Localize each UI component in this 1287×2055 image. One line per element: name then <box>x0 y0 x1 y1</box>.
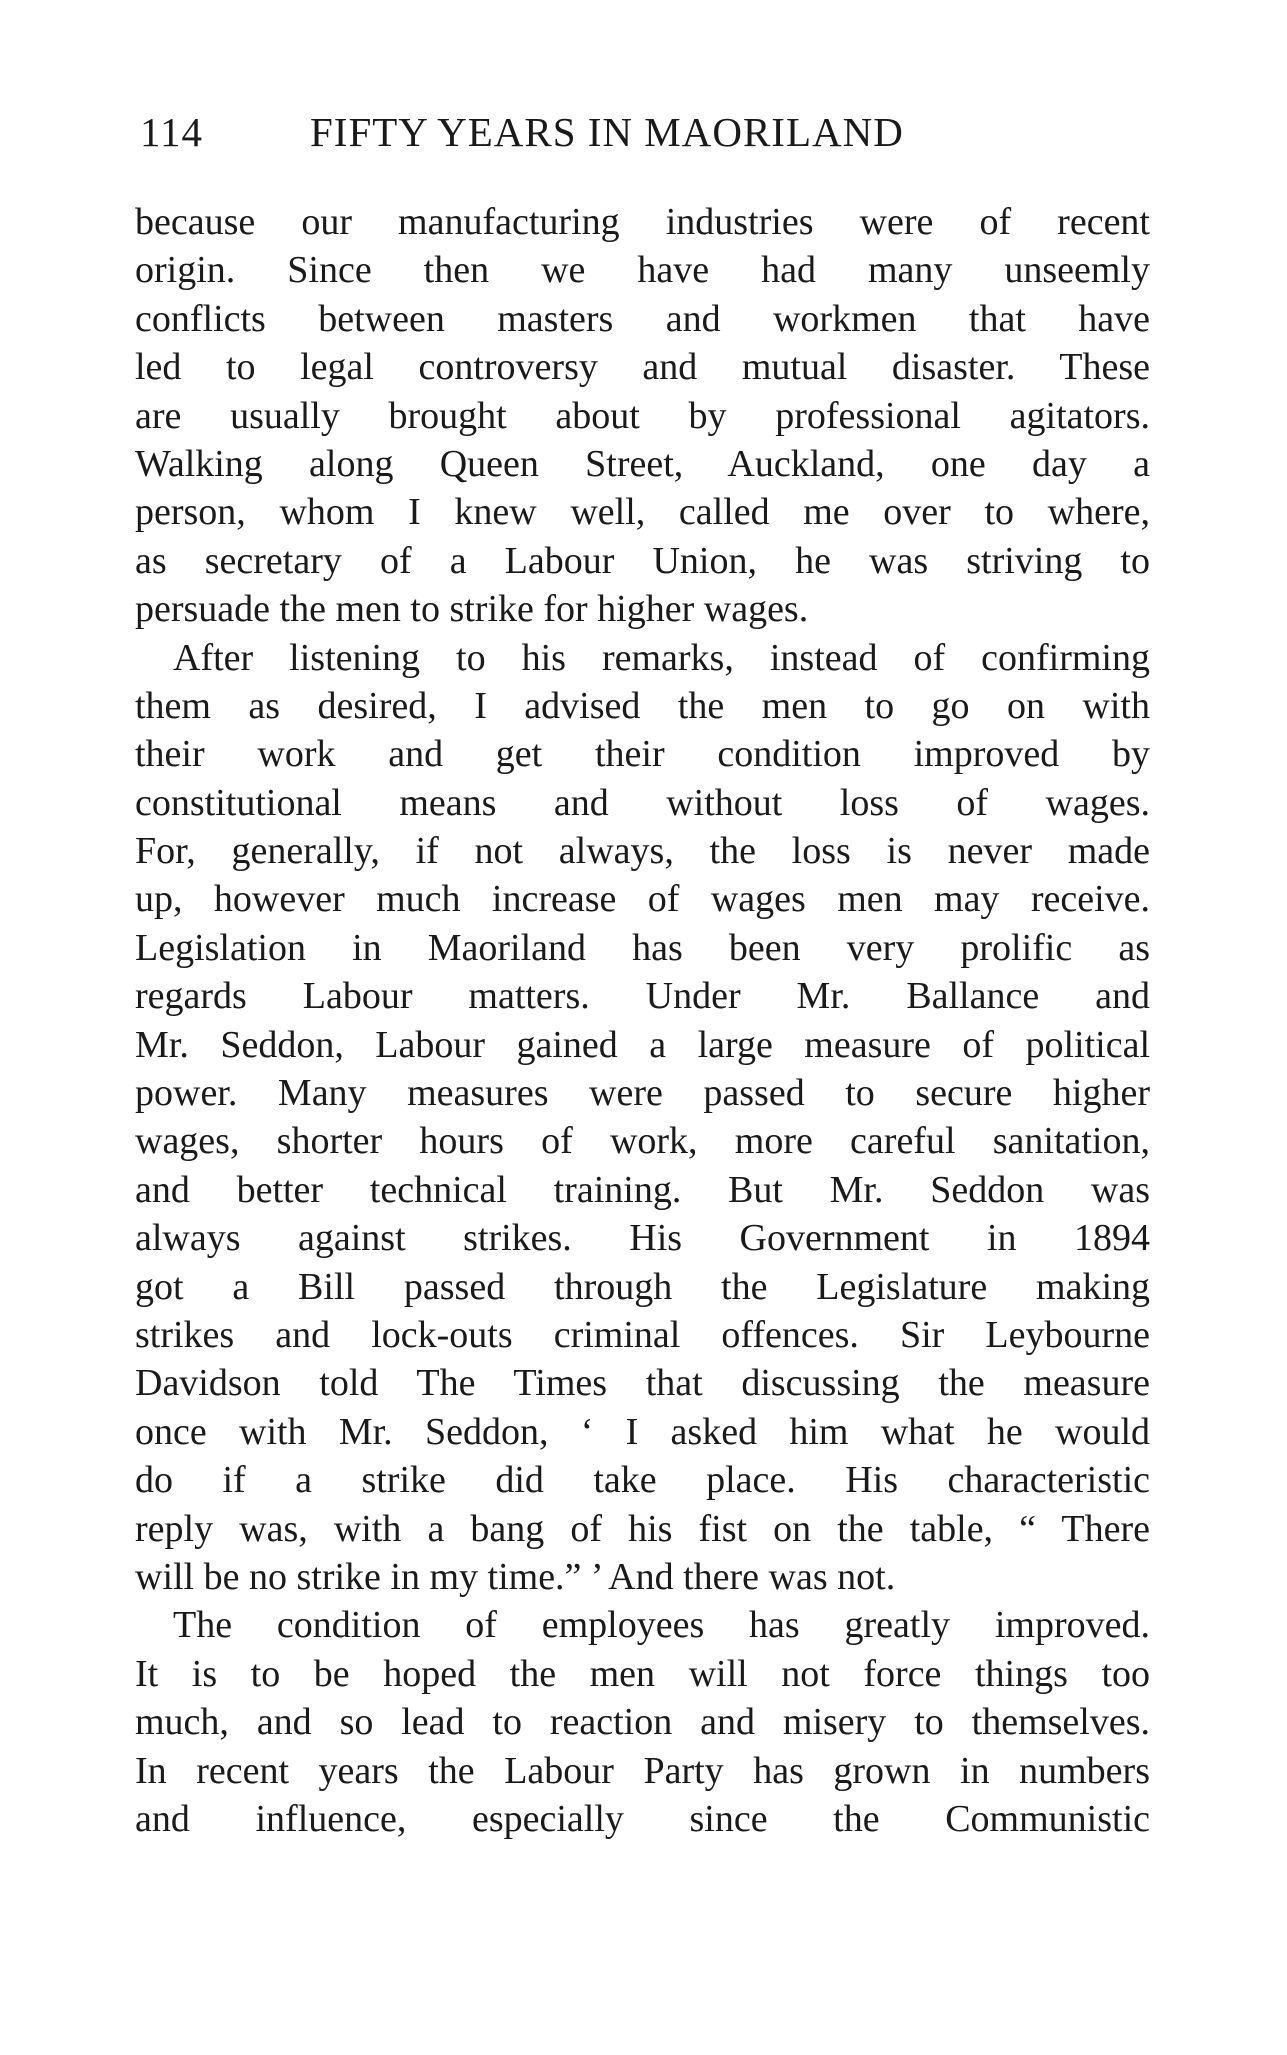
text-line: power. Many measures were passed to secure higher <box>135 1072 1150 1115</box>
text-line: and better technical training. But Mr. Seddon was <box>135 1168 1150 1211</box>
text-line: The condition of employees has greatly improved. <box>173 1604 1150 1647</box>
text-line: After listening to his remarks, instead of confirming <box>173 636 1150 679</box>
text-line: persuade the men to strike for higher wages. <box>135 588 809 631</box>
text-line: because our manufacturing industries were of recent <box>135 201 1150 243</box>
text-line: as secretary of a Labour Union, he was striving to <box>135 539 1150 582</box>
text-line: In recent years the Labour Party has grown in numbers <box>135 1749 1150 1792</box>
text-line: much, and so lead to reaction and misery to themselves. <box>135 1701 1150 1744</box>
text-line: For, generally, if not always, the loss is never made <box>135 830 1150 873</box>
text-line: strikes and lock-outs criminal offences. Sir Leybourne <box>135 1313 1150 1356</box>
text-line: do if a strike did take place. His characteristic <box>135 1459 1150 1502</box>
text-line: conflicts between masters and workmen that have <box>135 297 1150 340</box>
text-line: It is to be hoped the men will not force things too <box>135 1652 1150 1695</box>
text-line: them as desired, I advised the men to go on with <box>135 684 1150 727</box>
text-line: are usually brought about by professional agitators. <box>135 394 1150 437</box>
text-line: wages, shorter hours of work, more careful sanitation, <box>135 1120 1150 1163</box>
text-line: reply was, with a bang of his fist on the table, “ There <box>135 1507 1150 1550</box>
text-line: once with Mr. Seddon, ‘ I asked him what he would <box>135 1410 1150 1453</box>
text-line: up, however much increase of wages men may receive. <box>135 878 1150 921</box>
text-line: got a Bill passed through the Legislature making <box>135 1265 1150 1308</box>
running-title: FIFTY YEARS IN MAORILAND <box>310 109 904 155</box>
running-head <box>140 108 1000 168</box>
text-line: Mr. Seddon, Labour gained a large measure of political <box>135 1023 1150 1066</box>
text-line: Davidson told The Times that discussing the measure <box>135 1362 1150 1405</box>
text-line: and influence, especially since the Communistic <box>135 1797 1150 1840</box>
text-line: Legislation in Maoriland has been very prolific as <box>135 926 1150 969</box>
text-line: regards Labour matters. Under Mr. Ballance and <box>135 975 1150 1018</box>
text-line: person, whom I knew well, called me over to where, <box>135 491 1150 534</box>
page-number: 114 <box>140 109 203 155</box>
text-line: constitutional means and without loss of wages. <box>135 781 1150 824</box>
body-text <box>135 198 1150 1843</box>
text-line: Walking along Queen Street, Auckland, one day a <box>135 442 1150 485</box>
text-line: origin. Since then we have had many unseemly <box>135 249 1150 292</box>
text-line: led to legal controversy and mutual disaster. These <box>135 346 1150 389</box>
text-line: their work and get their condition improved by <box>135 733 1150 776</box>
text-line: always against strikes. His Government in 1894 <box>135 1217 1150 1260</box>
text-line: will be no strike in my time.” ’ And there was not. <box>135 1555 896 1598</box>
